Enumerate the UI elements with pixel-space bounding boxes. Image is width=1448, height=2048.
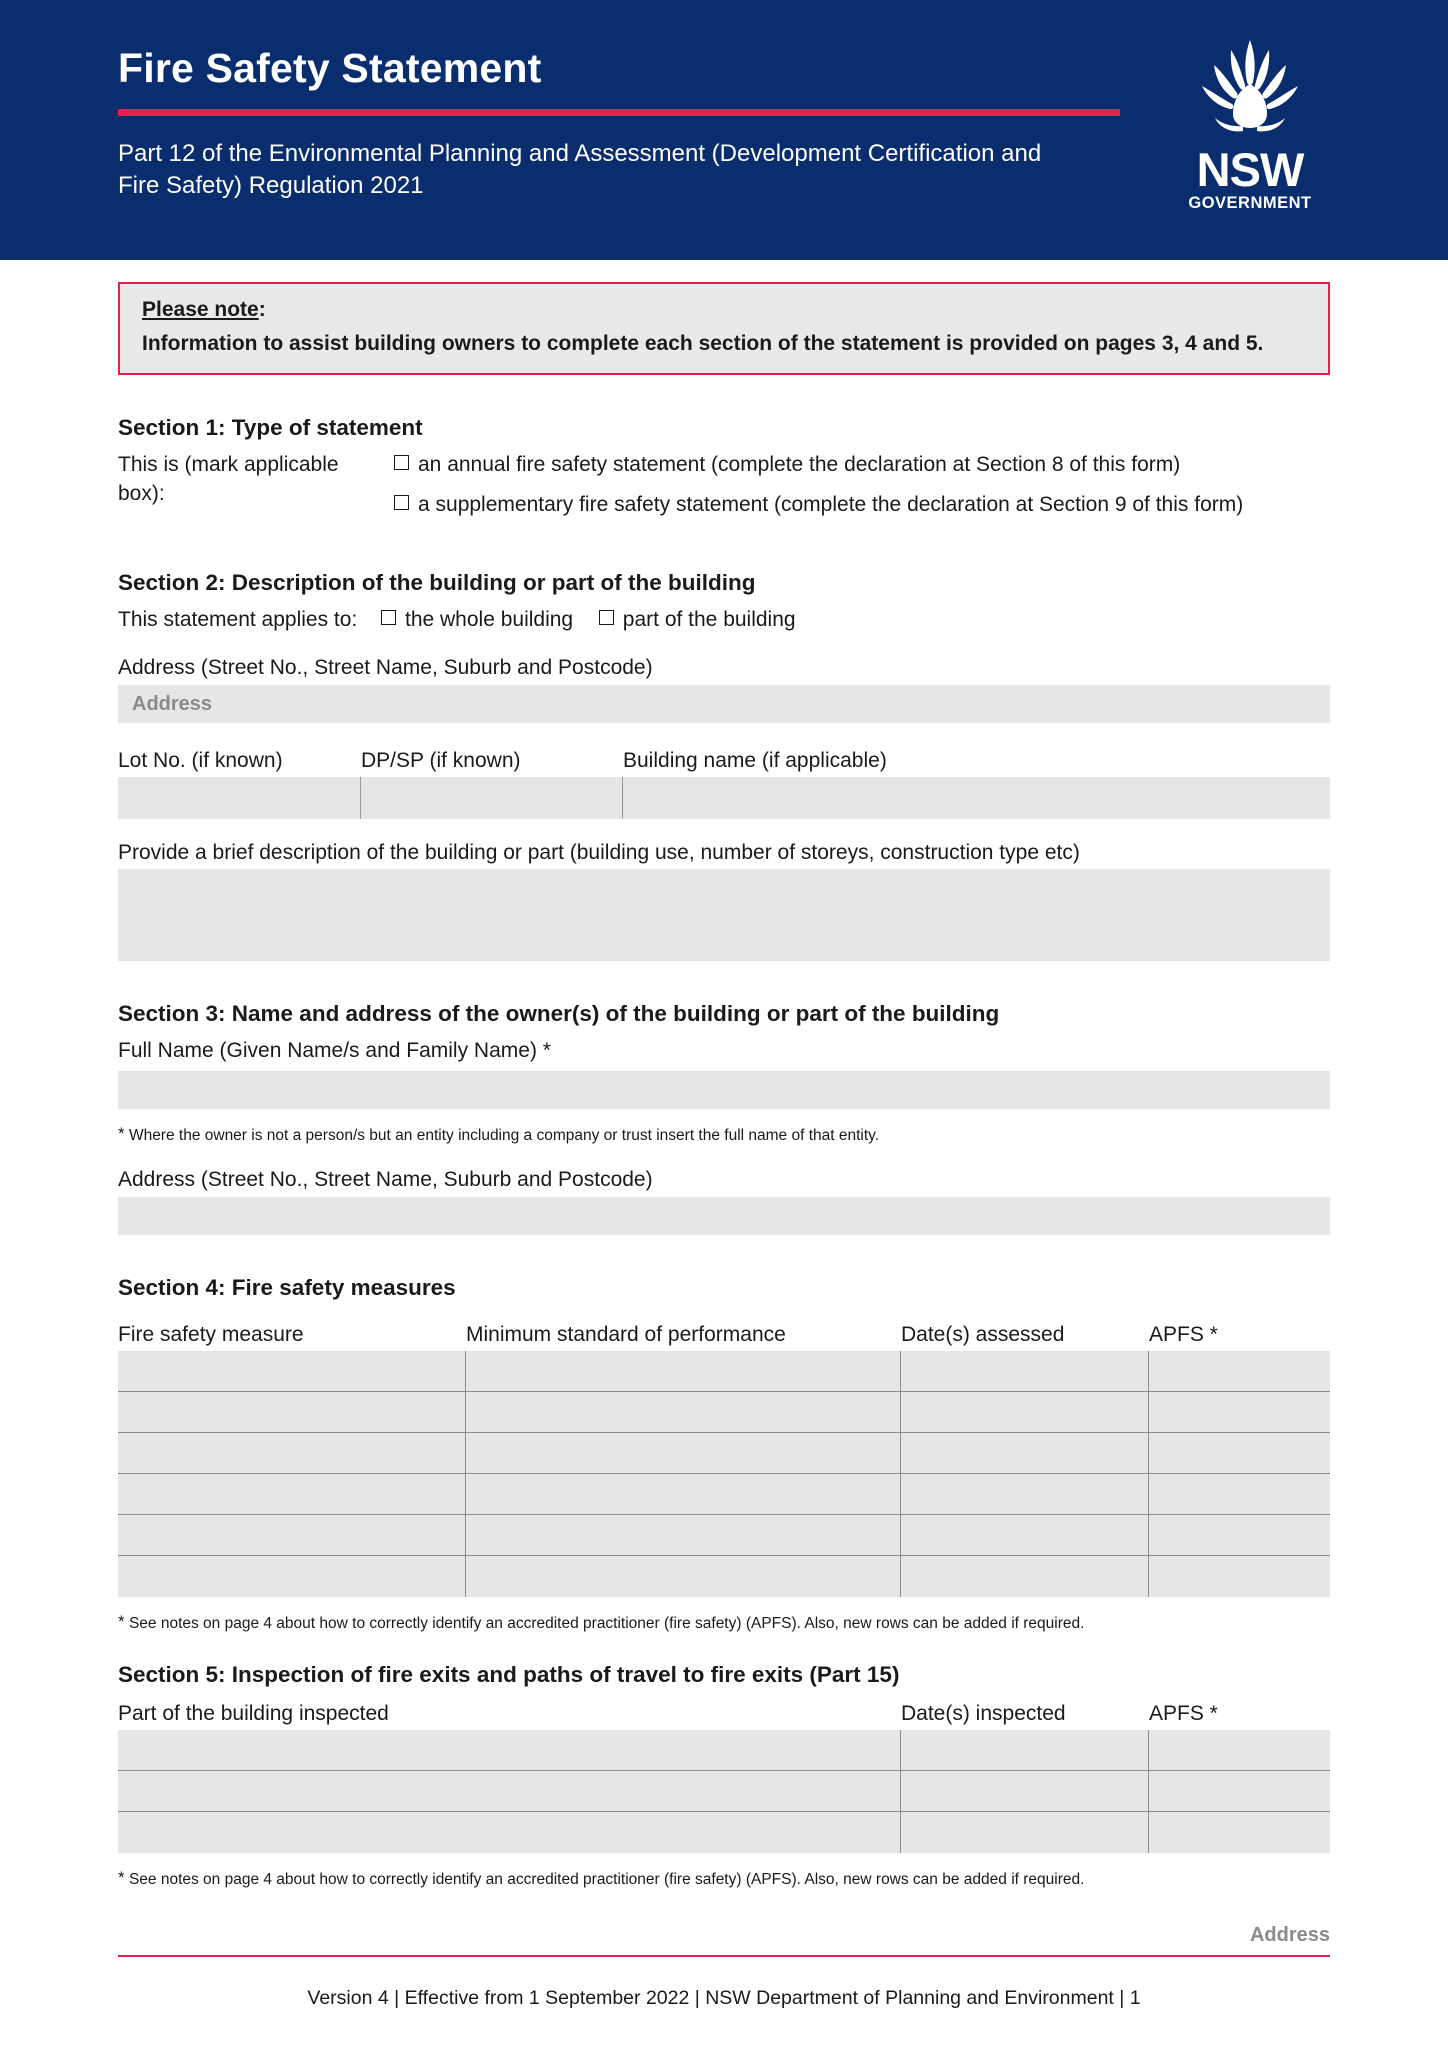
cell-fire-safety-measure[interactable]	[118, 1556, 466, 1597]
please-note-colon: :	[258, 298, 266, 321]
section-1-heading: Section 1: Type of statement	[118, 415, 423, 441]
cell-part-inspected[interactable]	[118, 1730, 901, 1770]
please-note-box	[118, 282, 1330, 375]
table-row	[118, 1771, 1330, 1812]
footnote-asterisk: *	[118, 1867, 125, 1887]
cell-dates-assessed[interactable]	[901, 1392, 1149, 1432]
table-row	[118, 1812, 1330, 1853]
section-5-table	[118, 1730, 1330, 1853]
dpsp-input[interactable]	[361, 777, 623, 819]
cell-dates-assessed[interactable]	[901, 1433, 1149, 1473]
footer-version-text: Version 4 | Effective from 1 September 2022 | NSW Department of Planning and Environment | 1	[307, 1987, 1141, 2010]
checkbox-supplementary-statement[interactable]	[394, 495, 409, 510]
cell-minimum-standard[interactable]	[466, 1392, 901, 1432]
table-row	[118, 1515, 1330, 1556]
building-name-input[interactable]	[623, 777, 1330, 819]
col-header-part-inspected: Part of the building inspected	[118, 1701, 389, 1725]
cell-apfs[interactable]	[1149, 1515, 1330, 1555]
statement-type-supplementary-option[interactable]	[394, 491, 1243, 518]
cell-fire-safety-measure[interactable]	[118, 1474, 466, 1514]
cell-fire-safety-measure[interactable]	[118, 1392, 466, 1432]
statement-type-annual-label: an annual fire safety statement (complete the declaration at Section 8 of this form)	[418, 453, 1181, 477]
building-address-placeholder: Address	[132, 692, 213, 715]
table-row	[118, 1433, 1330, 1474]
cell-minimum-standard[interactable]	[466, 1556, 901, 1597]
cell-dates-assessed[interactable]	[901, 1556, 1149, 1597]
cell-minimum-standard[interactable]	[466, 1433, 901, 1473]
logo-tagline: GOVERNMENT	[1188, 193, 1312, 212]
section-5-heading: Section 5: Inspection of fire exits and paths of travel to fire exits (Part 15)	[118, 1661, 900, 1687]
cell-fire-safety-measure[interactable]	[118, 1351, 466, 1391]
owner-address-input[interactable]	[118, 1197, 1330, 1235]
checkbox-part-of-building[interactable]	[599, 610, 614, 625]
logo-wordmark: NSW	[1196, 143, 1304, 196]
cell-apfs[interactable]	[1149, 1474, 1330, 1514]
section-5-table-headers	[118, 1702, 1330, 1726]
section-4-table	[118, 1351, 1330, 1597]
section-1-options	[394, 451, 1243, 530]
cell-apfs[interactable]	[1149, 1730, 1330, 1770]
cell-apfs[interactable]	[1149, 1351, 1330, 1391]
cell-apfs[interactable]	[1149, 1433, 1330, 1473]
lot-no-input[interactable]	[118, 777, 361, 819]
checkbox-annual-statement[interactable]	[394, 455, 409, 470]
waratah-icon	[1175, 38, 1325, 146]
please-note-label: Please note	[142, 298, 259, 321]
table-row	[118, 1730, 1330, 1771]
cell-dates-assessed[interactable]	[901, 1474, 1149, 1514]
owner-name-footnote	[118, 1123, 1330, 1146]
section-3-heading: Section 3: Name and address of the owner(s) of the building or part of the building	[118, 1001, 1000, 1027]
col-header-dates-inspected: Date(s) inspected	[901, 1701, 1066, 1725]
building-name-label: Building name (if applicable)	[623, 749, 887, 773]
col-header-dates-assessed: Date(s) assessed	[901, 1322, 1065, 1346]
section-5-footnote-text: See notes on page 4 about how to correctly identify an accredited practitioner (fire safety) (APFS). Also, new rows can be added if required.	[128, 1870, 1085, 1888]
page-header-banner	[0, 0, 1448, 260]
table-row	[118, 1474, 1330, 1515]
cell-fire-safety-measure[interactable]	[118, 1433, 466, 1473]
cell-dates-inspected[interactable]	[901, 1812, 1149, 1853]
lot-dpsp-buildingname-inputs	[118, 777, 1330, 819]
section-5-footnote	[118, 1867, 1330, 1890]
lot-dpsp-buildingname-labels	[118, 749, 1330, 773]
cell-minimum-standard[interactable]	[466, 1515, 901, 1555]
dpsp-label: DP/SP (if known)	[361, 749, 521, 773]
footer-accent-rule	[118, 1955, 1330, 1958]
table-row	[118, 1556, 1330, 1597]
section-1-prompt: This is (mark applicable box):	[118, 453, 339, 505]
section-4-table-headers	[118, 1323, 1330, 1347]
cell-part-inspected[interactable]	[118, 1771, 901, 1811]
cell-dates-inspected[interactable]	[901, 1730, 1149, 1770]
section-2-heading: Section 2: Description of the building or part of the building	[118, 569, 756, 595]
section-2-applies-row	[118, 606, 1330, 634]
cell-apfs[interactable]	[1149, 1392, 1330, 1432]
cell-minimum-standard[interactable]	[466, 1351, 901, 1391]
cell-apfs[interactable]	[1149, 1556, 1330, 1597]
section-4-footnote-text: See notes on page 4 about how to correctly identify an accredited practitioner (fire safety) (APFS). Also, new rows can be added if required.	[128, 1614, 1085, 1632]
building-address-input[interactable]	[118, 685, 1330, 723]
cell-dates-assessed[interactable]	[901, 1515, 1149, 1555]
col-header-apfs-section5: APFS *	[1149, 1701, 1218, 1725]
section-2-applies-prompt: This statement applies to:	[118, 607, 358, 631]
cell-apfs[interactable]	[1149, 1771, 1330, 1811]
footnote-asterisk: *	[118, 1123, 125, 1143]
col-header-apfs: APFS *	[1149, 1322, 1218, 1346]
document-body	[0, 282, 1448, 2010]
cell-fire-safety-measure[interactable]	[118, 1515, 466, 1555]
cell-minimum-standard[interactable]	[466, 1474, 901, 1514]
nsw-government-logo	[1170, 38, 1330, 213]
statement-type-supplementary-label: a supplementary fire safety statement (complete the declaration at Section 9 of this form)	[418, 492, 1244, 516]
whole-building-label: the whole building	[404, 607, 574, 631]
section-4-footnote	[118, 1611, 1330, 1634]
owner-full-name-input[interactable]	[118, 1071, 1330, 1109]
cell-apfs[interactable]	[1149, 1812, 1330, 1853]
please-note-text: Information to assist building owners to complete each section of the statement is provided on pages 3, 4 and 5.	[142, 332, 1264, 355]
footer-address-placeholder: Address	[1249, 1923, 1330, 1946]
part-of-building-label: part of the building	[622, 607, 796, 631]
col-header-fire-safety-measure: Fire safety measure	[118, 1322, 304, 1346]
owner-name-footnote-text: Where the owner is not a person/s but an entity including a company or trust insert the full name of that entity.	[128, 1126, 880, 1144]
section-4-heading: Section 4: Fire safety measures	[118, 1274, 456, 1300]
table-row	[118, 1392, 1330, 1433]
footnote-asterisk: *	[118, 1611, 125, 1631]
building-description-textarea[interactable]	[118, 869, 1330, 961]
cell-dates-inspected[interactable]	[901, 1771, 1149, 1811]
page-title: Fire Safety Statement	[118, 45, 542, 91]
section-1-statement-type-row	[118, 451, 1330, 530]
cell-part-inspected[interactable]	[118, 1812, 901, 1853]
statement-type-annual-option[interactable]	[394, 451, 1243, 478]
page-subtitle: Part 12 of the Environmental Planning and Assessment (Development Certification and Fire Safety) Regulation 2021	[118, 140, 1042, 199]
owner-full-name-label: Full Name (Given Name/s and Family Name) *	[118, 1039, 551, 1063]
cell-dates-assessed[interactable]	[901, 1351, 1149, 1391]
table-row	[118, 1351, 1330, 1392]
building-address-label: Address (Street No., Street Name, Suburb and Postcode)	[118, 656, 653, 680]
building-description-label: Provide a brief description of the building or part (building use, number of storeys, construction type etc)	[118, 841, 1080, 865]
checkbox-whole-building[interactable]	[381, 610, 396, 625]
header-accent-rule	[118, 109, 1120, 116]
owner-address-label: Address (Street No., Street Name, Suburb and Postcode)	[118, 1167, 653, 1191]
lot-no-label: Lot No. (if known)	[118, 749, 283, 773]
col-header-minimum-standard: Minimum standard of performance	[466, 1322, 786, 1346]
